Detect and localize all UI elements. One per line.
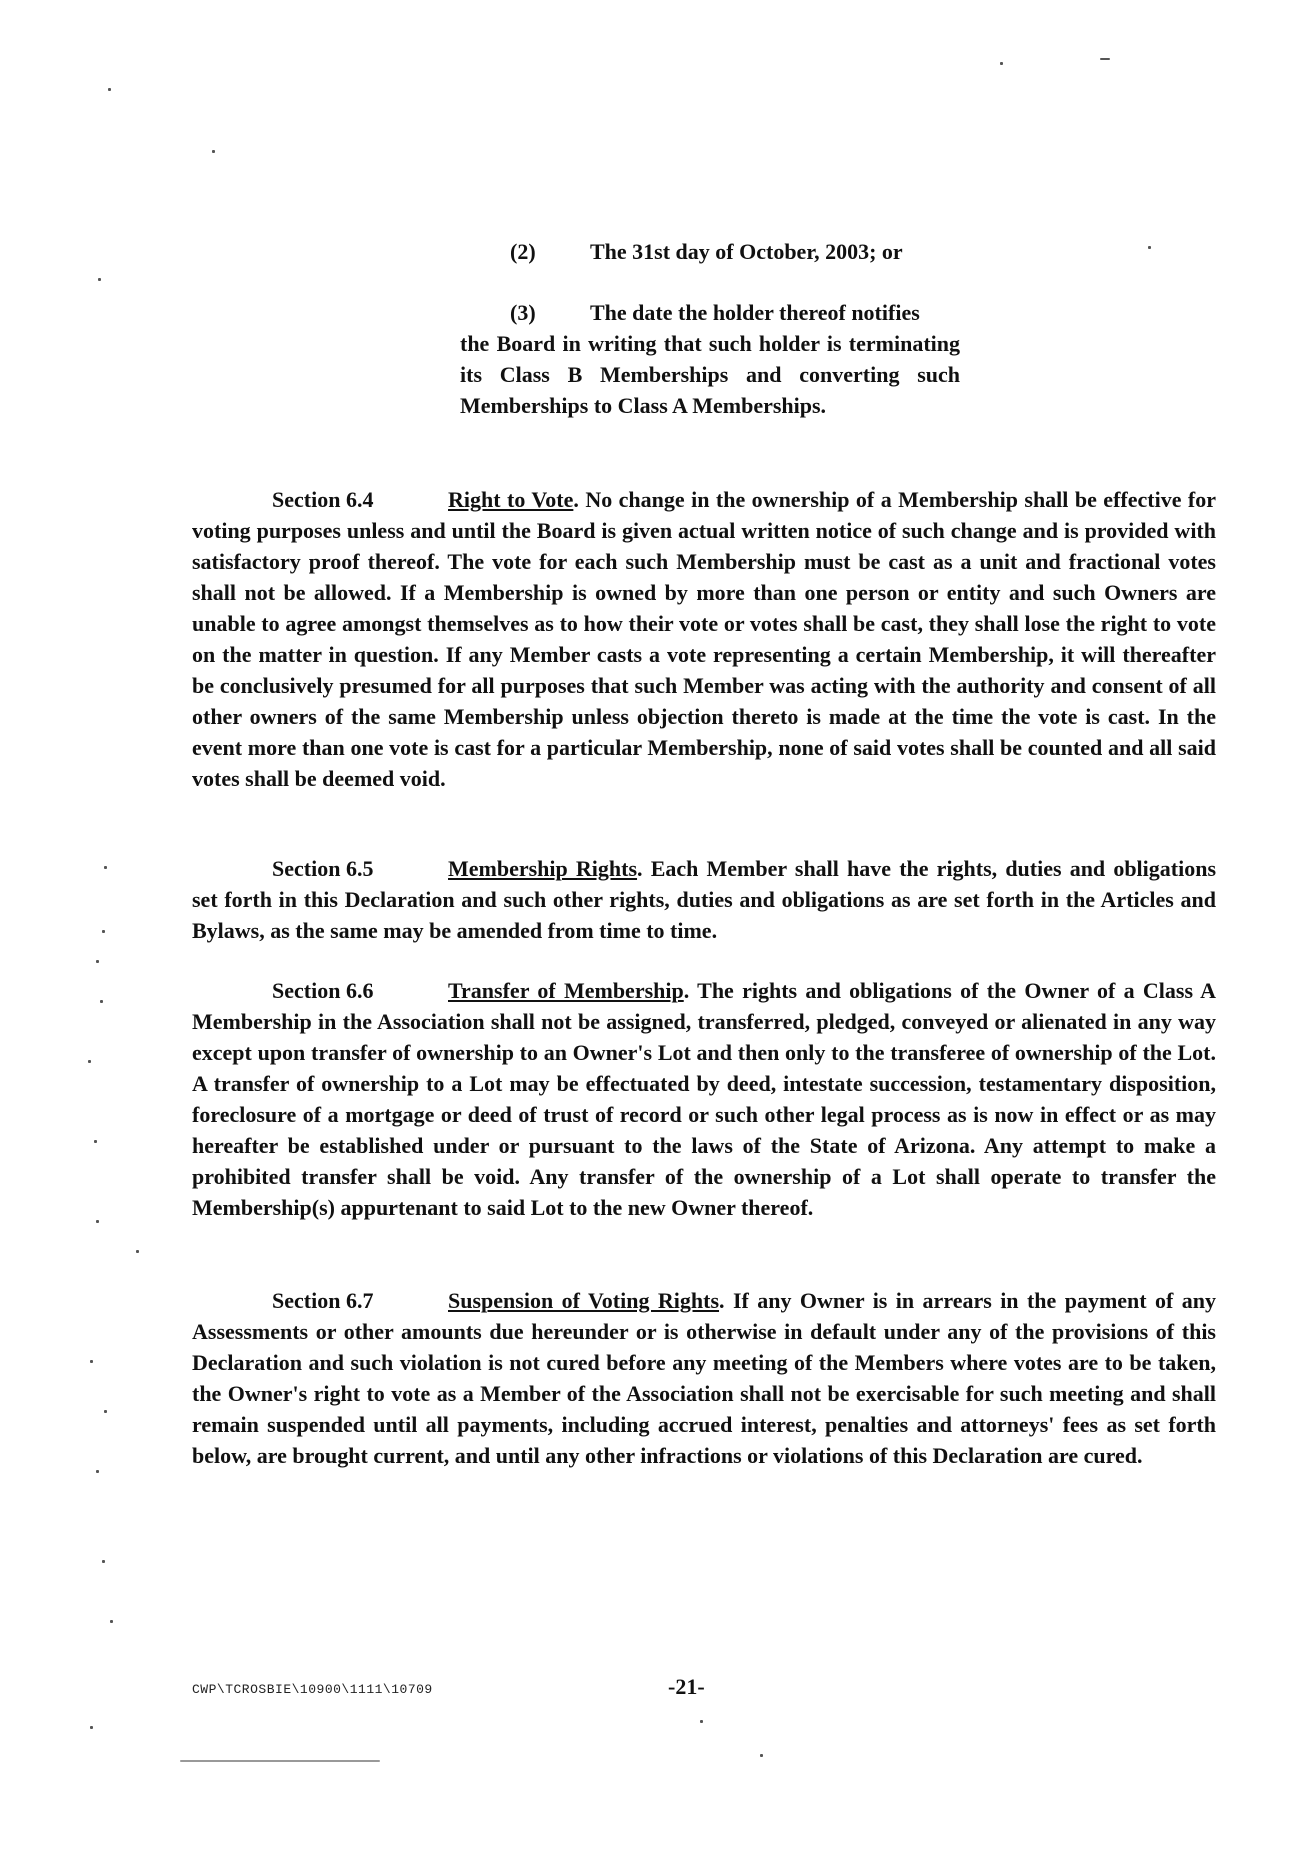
list-item-3 xyxy=(460,297,960,421)
section-6-5: Section 6.5 Membership Rights. Each Member shall have the rights, duties and obligations set forth in this Declaration and such other rights, duties and obligations as are set forth in the Articles and Bylaws, as the same may be amended from time to time. xyxy=(192,853,1216,946)
section-body: No change in the ownership of a Membership shall be effective for voting purposes unless and until the Board is given actual written notice of such change and is provided with satisfactory proof thereof. The vote for each such Membership must be cast as a unit and fractional votes shall not be allowed. If a Membership is owned by more than one person or entity and such Owners are unable to agree amongst themselves as to how their vote or votes shall be cast, they shall lose the right to vote on the matter in question. If any Member casts a vote representing a certain Membership, it will thereafter be conclusively presumed for all purposes that such Member was acting with the authority and consent of all other owners of the same Membership unless objection thereto is made at the time the vote is cast. In the event more than one vote is cast for a particular Membership, none of said votes shall be counted and all said votes shall be deemed void. xyxy=(192,487,1216,791)
section-body: The rights and obligations of the Owner of a Class A Membership in the Association shall not be assigned, transferred, pledged, conveyed or alienated in any way except upon transfer of ownership to an Owner's Lot and then only to the transferee of ownership of the Lot. A transfer of ownership to a Lot may be effectuated by deed, intestate succession, testamentary disposition, foreclosure of a mortgage or deed of trust of record or such other legal process as is now in effect or as may hereafter be established under or pursuant to the laws of the State of Arizona. Any attempt to make a prohibited transfer shall be void. Any transfer of the ownership of a Lot shall operate to transfer the Membership(s) appurtenant to said Lot to the new Owner thereof. xyxy=(192,978,1217,1220)
scan-speck xyxy=(700,1720,703,1723)
scan-speck xyxy=(180,1760,380,1762)
list-item-number: (2) xyxy=(510,239,536,264)
scan-speck xyxy=(88,1060,91,1063)
scan-speck xyxy=(760,1754,763,1757)
section-body: If any Owner is in arrears in the payment of any Assessments or other amounts due hereunder or is otherwise in default under any of the provisions of this Declaration and such violation is not cured before any meeting of the Members where votes are to be taken, the Owner's right to vote as a Member of the Association shall not be exercisable for such meeting and shall remain suspended until all payments, including accrued interest, penalties and attorneys' fees as set forth below, are brought current, and until any other infractions or violations of this Declaration are cured. xyxy=(192,1288,1216,1468)
scan-speck xyxy=(100,1000,103,1003)
list-item-first-line xyxy=(460,297,960,328)
scan-speck xyxy=(110,1620,113,1623)
scan-speck xyxy=(104,866,107,869)
section-heading: Suspension of Voting Rights xyxy=(448,1288,720,1313)
section-heading: Transfer of Membership xyxy=(448,978,684,1003)
scan-speck xyxy=(96,960,99,963)
section-heading: Membership Rights xyxy=(448,856,638,881)
list-item-text: The 31st day of October, 2003; or xyxy=(590,239,903,264)
section-6-4: Section 6.4 Right to Vote. No change in the ownership of a Membership shall be effective for voting purposes unless and until the Board is given actual written notice of such change and is provided with satisfactory proof thereof. The vote for each such Membership must be cast as a unit and fractional votes shall not be allowed. If a Membership is owned by more than one person or entity and such Owners are unable to agree amongst themselves as to how their vote or votes shall be cast, they shall lose the right to vote on the matter in question. If any Member casts a vote representing a certain Membership, it will thereafter be conclusively presumed for all purposes that such Member was acting with the authority and consent of all other owners of the same Membership unless objection thereto is made at the time the vote is cast. In the event more than one vote is cast for a particular Membership, none of said votes shall be counted and all said votes shall be deemed void. xyxy=(192,484,1216,794)
scan-speck xyxy=(96,1220,99,1223)
scan-speck xyxy=(108,88,111,91)
section-body: Each Member shall have the rights, duties and obligations set forth in this Declaration and such other rights, duties and obligations as are set forth in the Articles and Bylaws, as the same may be amended from time to time. xyxy=(192,856,1217,943)
scan-speck xyxy=(94,1140,97,1143)
footer-file-reference: CWP\TCROSBIE\10900\1111\10709 xyxy=(192,1682,433,1697)
scan-speck xyxy=(102,930,105,933)
section-label: Section 6.7 xyxy=(272,1288,374,1313)
page-number: -21- xyxy=(668,1674,705,1699)
list-item-2 xyxy=(460,236,960,267)
section-6-6: Section 6.6 Transfer of Membership. The rights and obligations of the Owner of a Class A Membership in the Association shall not be assigned, transferred, pledged, conveyed or alienated in any way except upon transfer of ownership to an Owner's Lot and then only to the transferee of ownership of the Lot. A transfer of ownership to a Lot may be effectuated by deed, intestate succession, testamentary disposition, foreclosure of a mortgage or deed of trust of record or such other legal process as is now in effect or as may hereafter be established under or pursuant to the laws of the State of Arizona. Any attempt to make a prohibited transfer shall be void. Any transfer of the ownership of a Lot shall operate to transfer the Membership(s) appurtenant to said Lot to the new Owner thereof. xyxy=(192,975,1216,1223)
list-item-number: (3) xyxy=(510,300,536,325)
scan-speck xyxy=(102,1560,105,1563)
scan-speck xyxy=(1000,62,1003,65)
scan-speck xyxy=(90,1726,93,1729)
section-label: Section 6.6 xyxy=(272,978,374,1003)
list-item-text-rest: the Board in writing that such holder is terminating its Class B Memberships and converting such Memberships to Class A Memberships. xyxy=(460,331,960,418)
scan-speck xyxy=(136,1250,139,1253)
list-item-text-first: The date the holder thereof notifies xyxy=(590,300,920,325)
section-6-7: Section 6.7 Suspension of Voting Rights. If any Owner is in arrears in the payment of any Assessments or other amounts due hereunder or is otherwise in default under any of the provisions of this Declaration and such violation is not cured before any meeting of the Members where votes are to be taken, the Owner's right to vote as a Member of the Association shall not be exercisable for such meeting and shall remain suspended until all payments, including accrued interest, penalties and attorneys' fees as set forth below, are brought current, and until any other infractions or violations of this Declaration are cured. xyxy=(192,1285,1216,1471)
scan-speck xyxy=(1100,58,1110,60)
section-label: Section 6.5 xyxy=(272,856,374,881)
section-heading: Right to Vote xyxy=(448,487,574,512)
scan-speck xyxy=(96,1470,99,1473)
scan-speck xyxy=(1148,246,1151,249)
scan-speck xyxy=(90,1360,93,1363)
scan-speck xyxy=(212,150,215,153)
scan-speck xyxy=(98,278,101,281)
section-label: Section 6.4 xyxy=(272,487,374,512)
scan-speck xyxy=(104,1410,107,1413)
